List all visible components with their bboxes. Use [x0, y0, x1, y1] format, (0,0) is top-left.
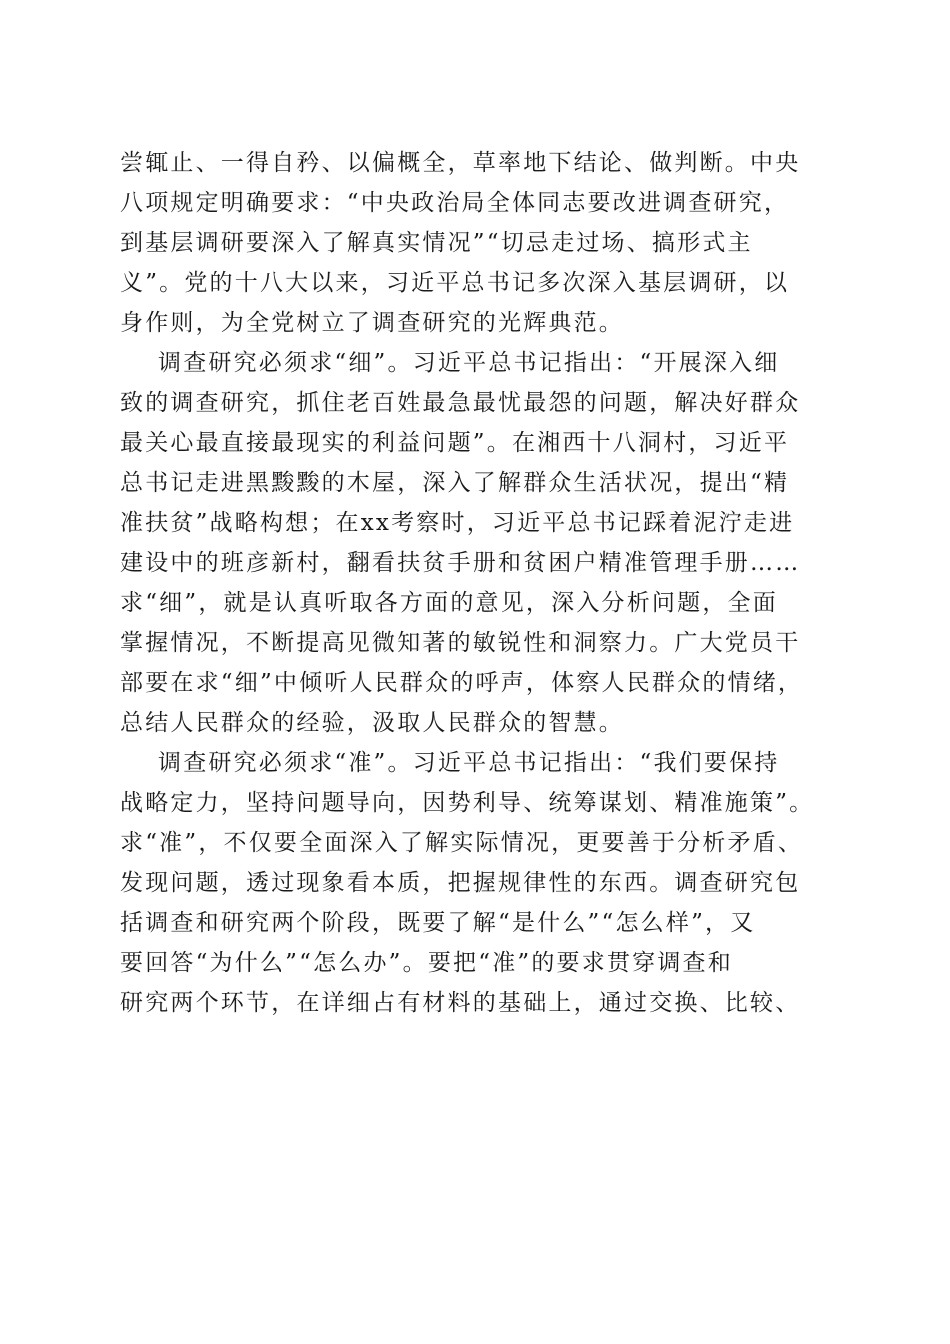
text-line: 义”。党的十八大以来，习近平总书记多次深入基层调研，以	[120, 270, 790, 296]
paragraph-3	[120, 743, 832, 1023]
text-line: 到基层调研要深入了解真实情况”“切忌走过场、搞形式主	[120, 230, 753, 256]
text-line: 调查研究必须求“细”。习近平总书记指出：“开展深入细	[158, 350, 780, 376]
text-line: 调查研究必须求“准”。习近平总书记指出：“我们要保持	[158, 750, 780, 776]
text-line: 八项规定明确要求：“中央政治局全体同志要改进调查研究，	[120, 190, 790, 216]
text-line: 身作则，为全党树立了调查研究的光辉典范。	[120, 310, 624, 336]
text-line: 最关心最直接最现实的利益问题”。在湘西十八洞村，习近平	[120, 430, 790, 456]
text-line: 掌握情况，不断提高见微知著的敏锐性和洞察力。广大党员干	[120, 630, 801, 656]
text-line: 建设中的班彦新村，翻看扶贫手册和贫困户精准管理手册……	[120, 550, 801, 576]
text-line: 求“细”，就是认真听取各方面的意见，深入分析问题，全面	[120, 590, 778, 616]
paragraph-1	[120, 143, 832, 343]
text-line: 部要在求“细”中倾听人民群众的呼声，体察人民群众的情绪，	[120, 670, 804, 696]
text-line: 研究两个环节，在详细占有材料的基础上，通过交换、比较、	[120, 990, 801, 1016]
paragraph-2	[120, 343, 832, 743]
text-line: 总书记走进黑黢黢的木屋，深入了解群众生活状况，提出“精	[120, 470, 790, 496]
text-line: 要回答“为什么”“怎么办”。要把“准”的要求贯穿调查和	[120, 950, 733, 976]
text-line: 发现问题，透过现象看本质，把握规律性的东西。调查研究包	[120, 870, 801, 896]
text-line: 准扶贫”战略构想；在xx考察时，习近平总书记踩着泥泞走进	[120, 510, 795, 536]
text-line: 总结人民群众的经验，汲取人民群众的智慧。	[120, 710, 624, 736]
text-line: 致的调查研究，抓住老百姓最急最忧最怨的问题，解决好群众	[120, 390, 801, 416]
text-line: 求“准”，不仅要全面深入了解实际情况，更要善于分析矛盾、	[120, 830, 804, 856]
text-line: 战略定力，坚持问题导向，因势利导、统筹谋划、精准施策”。	[120, 790, 815, 816]
document-body	[120, 143, 832, 1023]
text-line: 括调查和研究两个阶段，既要了解“是什么”“怎么样”，又	[120, 910, 756, 936]
text-line: 尝辄止、一得自矜、以偏概全，草率地下结论、做判断。中央	[120, 150, 801, 176]
